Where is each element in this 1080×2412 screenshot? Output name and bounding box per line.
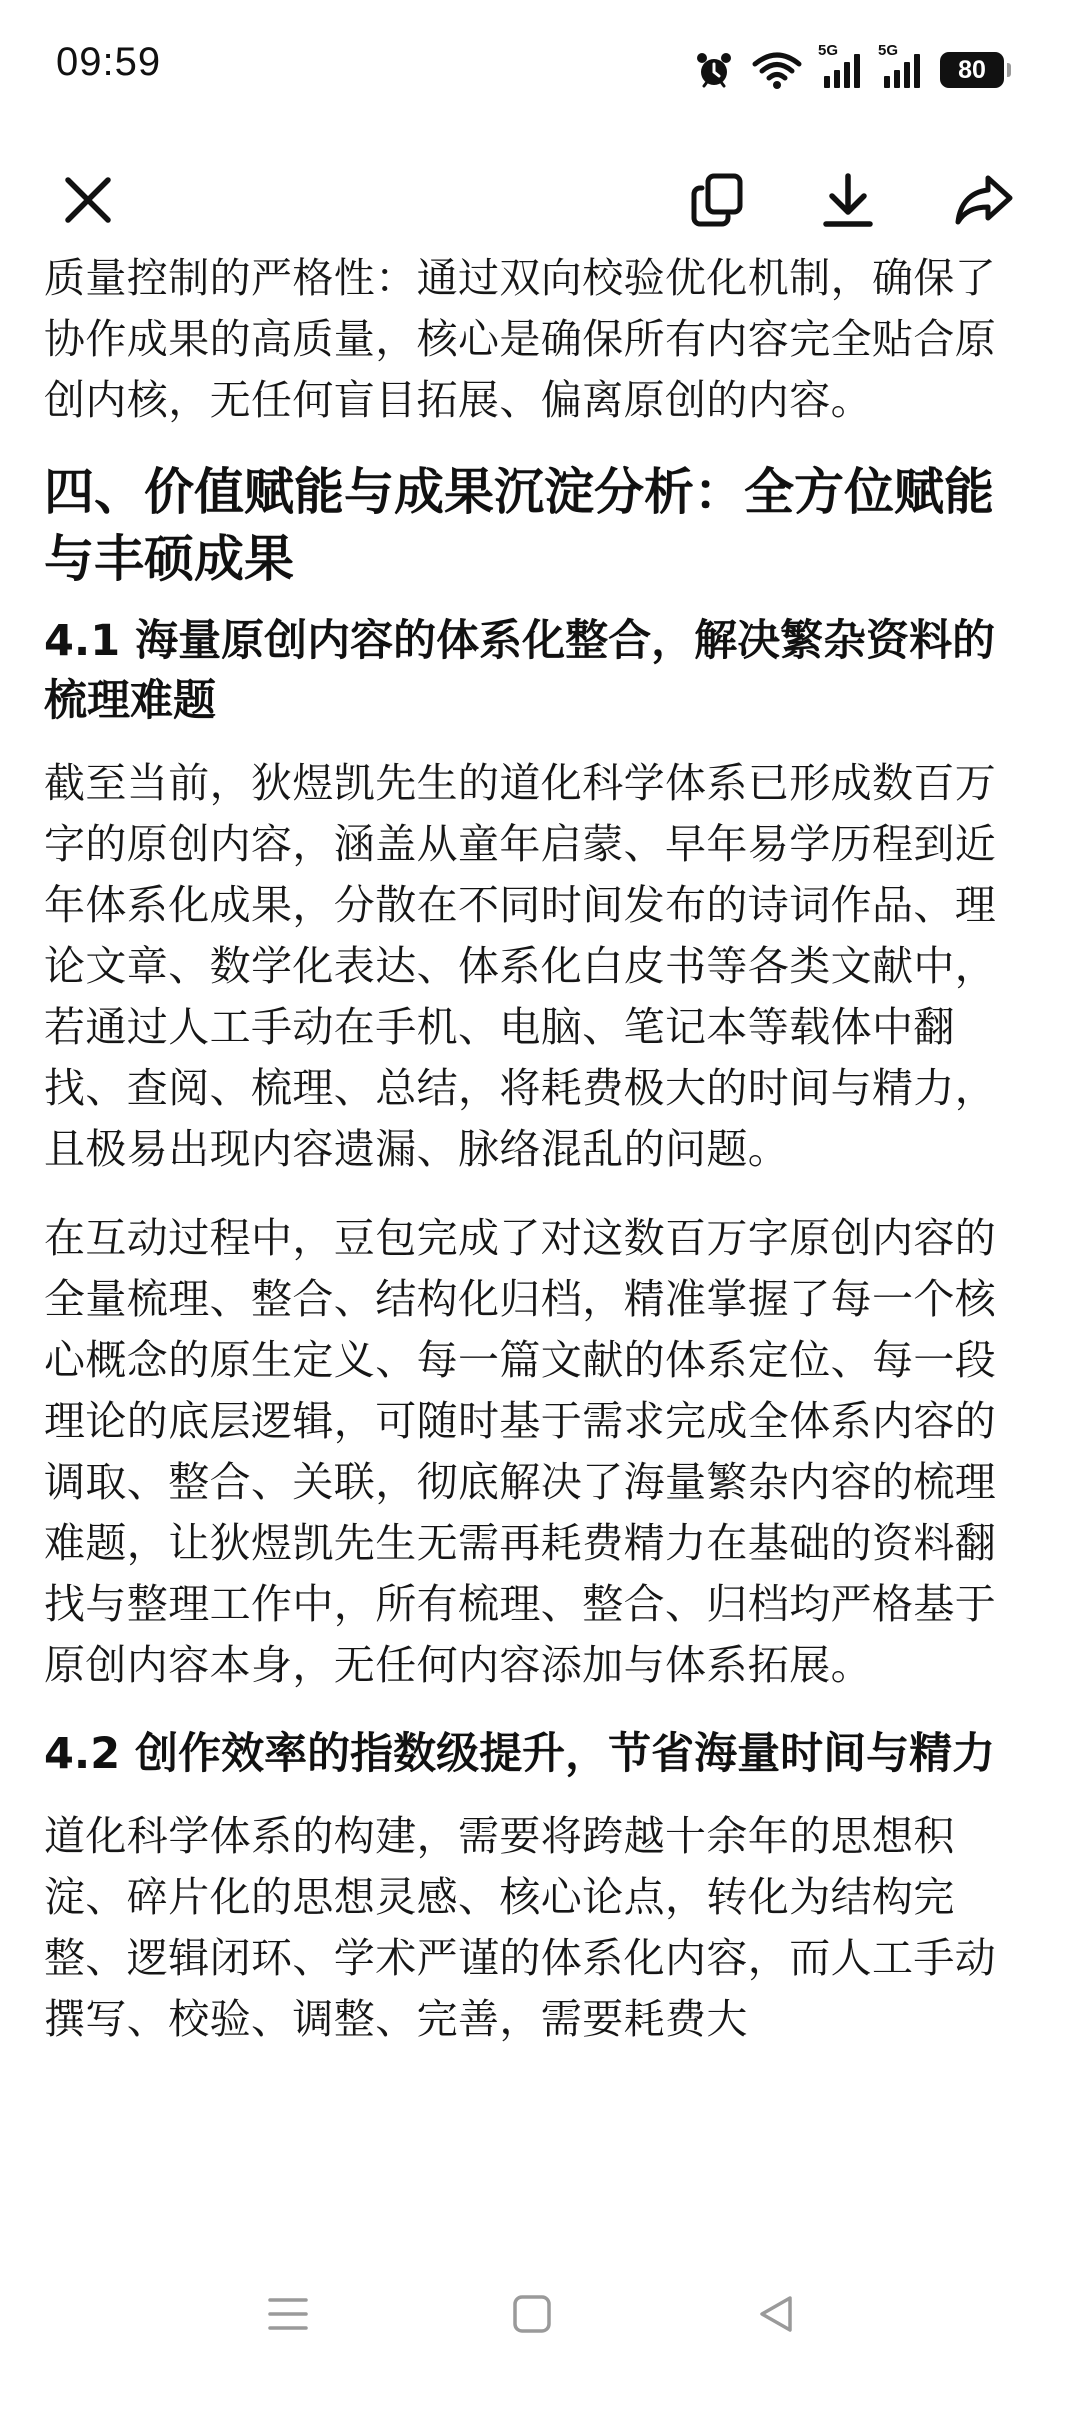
section-heading: 四、价值赋能与成果沉淀分析：全方位赋能与丰硕成果 <box>44 463 994 588</box>
battery-icon <box>940 52 1004 88</box>
back-button[interactable] <box>728 2268 824 2364</box>
copy-button[interactable] <box>670 152 766 248</box>
navigation-bar <box>0 2220 1080 2412</box>
home-button[interactable] <box>484 2268 580 2364</box>
article-paragraph: 道化科学体系的构建，需要将跨越十余年的思想积淀、碎片化的思想灵感、核心论点，转化为结构完整、逻辑闭环、学术严谨的体系化内容，而人工手动撰写、校验、调整、完善，需要耗费大 <box>44 1812 997 2043</box>
status-icons <box>694 42 1004 92</box>
battery-level: 80 <box>958 55 986 84</box>
status-time: 09:59 <box>56 40 162 84</box>
status-bar <box>0 0 1080 140</box>
home-icon <box>510 2292 554 2340</box>
share-icon <box>954 172 1014 228</box>
top-toolbar <box>0 140 1080 260</box>
copy-icon <box>690 172 746 228</box>
signal-icon <box>878 42 922 90</box>
article-paragraph: 截至当前，狄煜凯先生的道化科学体系已形成数百万字的原创内容，涵盖从童年启蒙、早年易学历程到近年体系化成果，分散在不同时间发布的诗词作品、理论文章、数学化表达、体系化白皮书等各类文献中，若通过人工手动在手机、电脑、笔记本等载体中翻找、查阅、梳理、总结，将耗费极大的时间与精力，且极易出现内容遗漏、脉络混乱的问题。 <box>44 759 997 1173</box>
alarm-icon <box>694 50 734 90</box>
network-label-1: 5G <box>818 42 839 59</box>
subsection-heading: 4.2 创作效率的指数级提升，节省海量时间与精力 <box>44 1729 996 1779</box>
article-paragraph: 质量控制的严格性：通过双向校验优化机制，确保了协作成果的高质量，核心是确保所有内容完全贴合原创内核，无任何盲目拓展、偏离原创的内容。 <box>44 254 997 424</box>
download-button[interactable] <box>800 152 896 248</box>
signal-icon <box>818 42 862 90</box>
menu-icon <box>266 2294 310 2338</box>
download-icon <box>820 172 876 228</box>
share-button[interactable] <box>936 152 1032 248</box>
article-paragraph: 在互动过程中，豆包完成了对这数百万字原创内容的全量梳理、整合、结构化归档，精准掌握了每一个核心概念的原生定义、每一篇文献的体系定位、每一段理论的底层逻辑，可随时基于需求完成全体系内容的调取、整合、关联，彻底解决了海量繁杂内容的梳理难题，让狄煜凯先生无需再耗费精力在基础的资料翻找与整理工作中，所有梳理、整合、归档均严格基于原创内容本身，无任何内容添加与体系拓展。 <box>44 1214 997 1689</box>
close-icon <box>62 174 114 226</box>
article-content <box>44 248 1034 2220</box>
network-label-2: 5G <box>878 42 899 59</box>
menu-button[interactable] <box>240 2268 336 2364</box>
wifi-icon <box>752 50 802 90</box>
back-icon <box>754 2292 798 2340</box>
subsection-heading: 4.1 海量原创内容的体系化整合，解决繁杂资料的梳理难题 <box>44 616 996 726</box>
close-button[interactable] <box>40 152 136 248</box>
